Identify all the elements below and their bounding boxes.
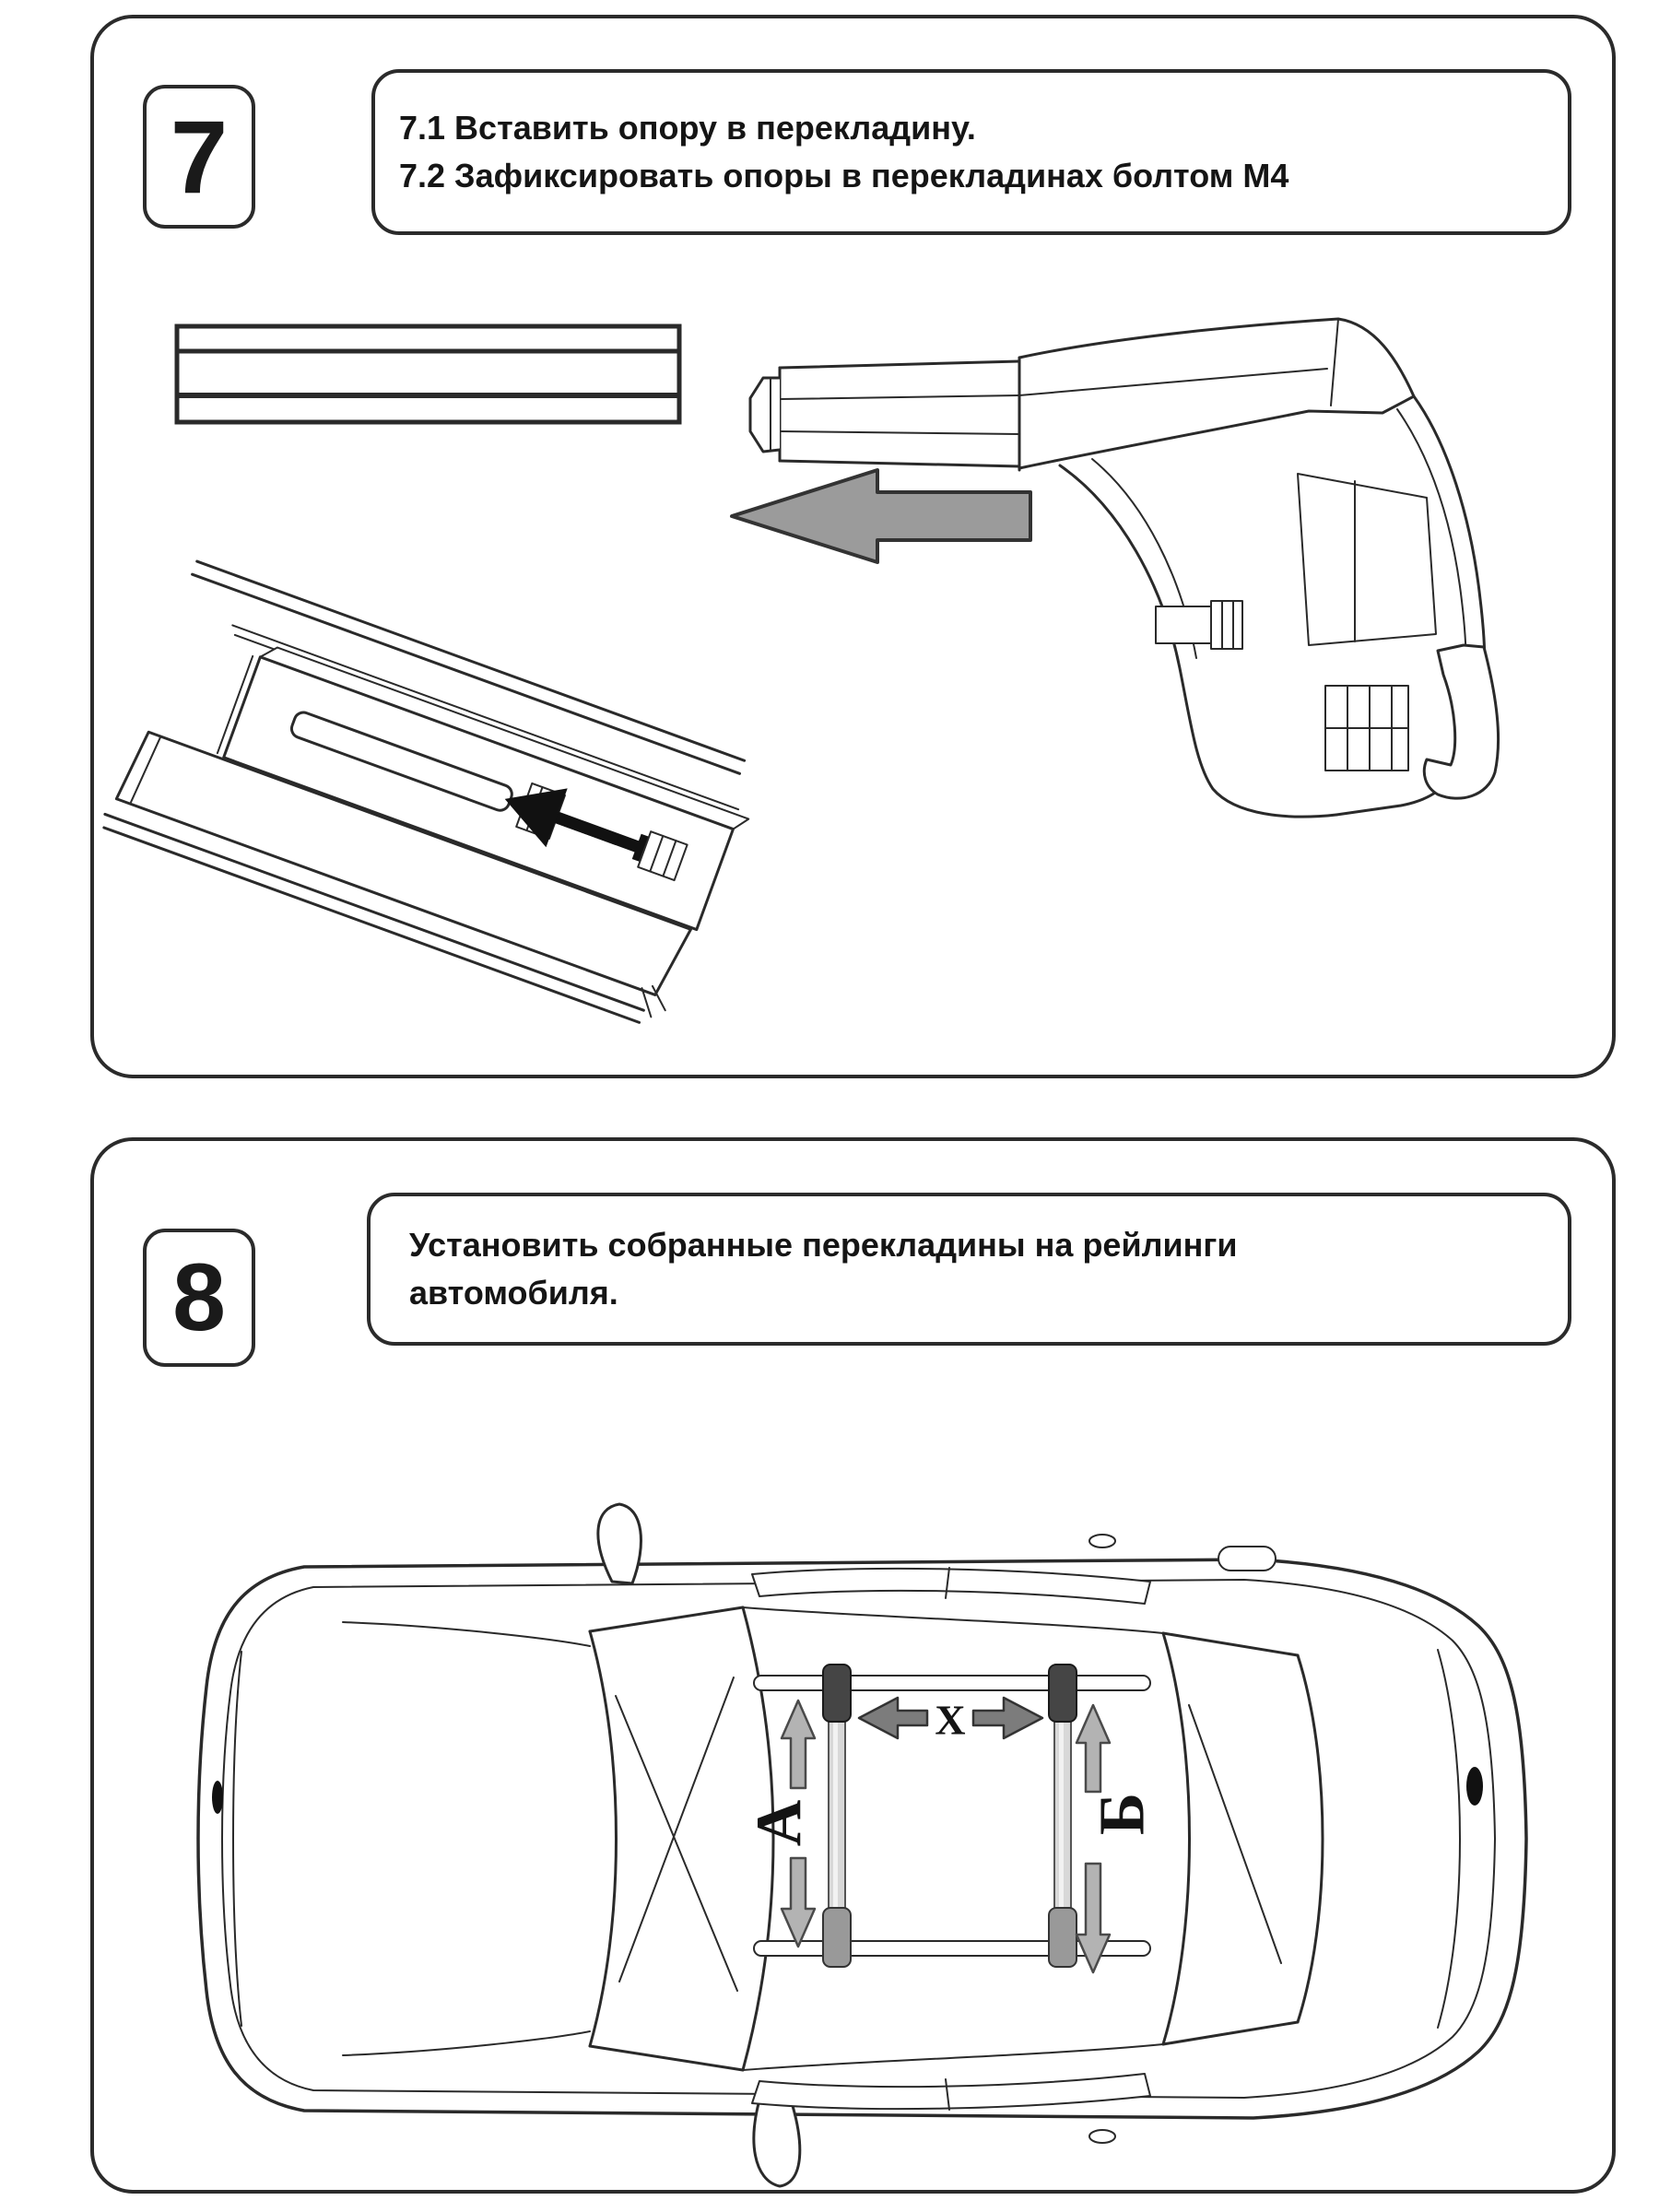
step-number-badge xyxy=(143,85,255,229)
step-8-instruction-box xyxy=(367,1193,1571,1346)
step-number: 8 xyxy=(172,1243,226,1351)
instruction-line: автомобиля. xyxy=(409,1274,618,1312)
crossbar-profile-drawing xyxy=(177,326,679,422)
step-7-instruction-box xyxy=(371,69,1571,235)
car-top-view xyxy=(198,1504,1526,2186)
step-number: 7 xyxy=(170,99,229,215)
instruction-line: 7.2 Зафиксировать опоры в перекладинах болтом М4 xyxy=(399,157,1289,194)
instruction-line: 7.1 Вставить опору в перекладину. xyxy=(399,109,976,147)
instruction-line: Установить собранные перекладины на рейлинги xyxy=(409,1226,1238,1264)
label-rear-distance: Б xyxy=(1087,1792,1159,1836)
step-7-panel xyxy=(90,15,1616,1078)
step-8-panel xyxy=(90,1137,1616,2194)
rear-emblem xyxy=(1466,1767,1483,1806)
insert-direction-arrow-icon xyxy=(732,470,1030,562)
label-crossbar-spacing: X xyxy=(935,1696,966,1744)
antenna xyxy=(1218,1547,1276,1571)
right-mirror xyxy=(754,2094,800,2186)
bolt-detail-drawing xyxy=(100,561,767,1034)
label-front-distance: А xyxy=(744,1799,816,1847)
support-foot-drawing xyxy=(750,319,1499,817)
roof-rail-left xyxy=(754,1676,1150,1690)
step-number-badge xyxy=(143,1229,255,1367)
front-emblem xyxy=(212,1781,223,1814)
